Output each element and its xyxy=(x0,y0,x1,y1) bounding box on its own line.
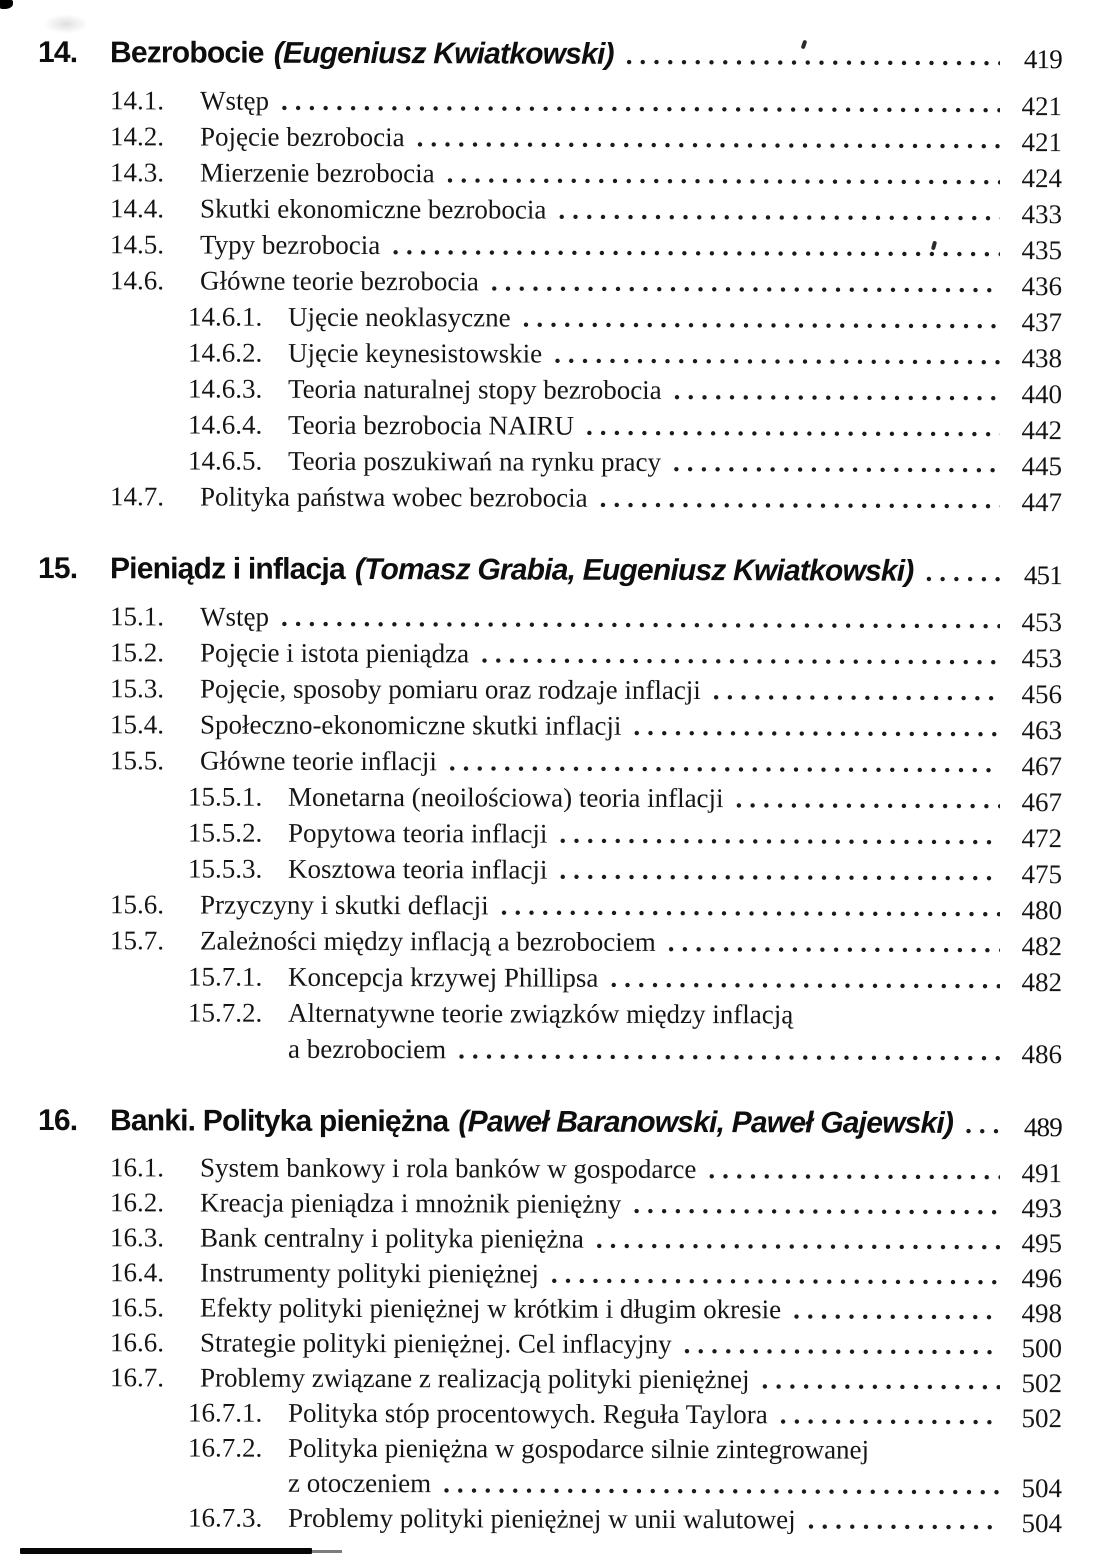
entry-title-line2: a bezrobociem xyxy=(287,1033,447,1065)
toc-entry xyxy=(38,706,1062,745)
entry-page-number: 504 xyxy=(1021,1473,1063,1504)
entry-number: 14.1. xyxy=(109,85,165,116)
dot-leader xyxy=(489,887,1000,925)
chapter-title xyxy=(110,546,914,595)
dot-leader xyxy=(380,227,1000,265)
entry-title: Monetarna (neoilościowa) teoria inflacji xyxy=(287,781,724,814)
dot-leader xyxy=(656,924,1000,961)
entry-title: Problemy polityki pieniężnej w unii walutowej xyxy=(287,1502,796,1535)
entry-page-number: 480 xyxy=(1021,895,1063,926)
entry-page-number: 445 xyxy=(1021,451,1063,482)
dot-leader xyxy=(588,480,1000,517)
entry-number: 15.5.1. xyxy=(187,781,263,812)
toc-entry xyxy=(38,478,1062,517)
entry-title: Instrumenty polityki pieniężnej xyxy=(199,1257,539,1289)
toc-entry xyxy=(38,958,1062,997)
dot-leader xyxy=(598,960,1000,997)
dot-leader xyxy=(479,263,1000,301)
entry-number: 15.1. xyxy=(109,601,165,632)
entry-title: Ujęcie neoklasyczne xyxy=(287,301,511,333)
entry-title: Bank centralny i polityka pieniężna xyxy=(199,1222,584,1254)
entry-number: 14.6.3. xyxy=(187,373,263,404)
toc-entry xyxy=(38,670,1062,709)
dot-leader xyxy=(781,1292,1000,1328)
entry-number: 16.5. xyxy=(109,1292,165,1323)
toc-entry xyxy=(38,82,1062,121)
entry-page-number: 502 xyxy=(1021,1368,1063,1399)
toc-entry xyxy=(38,742,1062,781)
entry-number: 15.5.3. xyxy=(187,853,263,884)
toc-entry xyxy=(38,850,1062,889)
dot-leader xyxy=(913,549,1000,595)
toc-entry xyxy=(38,118,1062,157)
scan-artifact-corner-blob xyxy=(0,0,13,9)
entry-number: 14.6. xyxy=(109,265,165,296)
toc-entry xyxy=(38,154,1062,193)
toc-entry xyxy=(38,1360,1062,1398)
dot-leader xyxy=(661,444,1000,481)
dot-leader xyxy=(574,408,1000,445)
dot-leader xyxy=(511,299,1000,337)
entry-page-number: 472 xyxy=(1021,823,1063,854)
entry-number: 14.6.1. xyxy=(187,301,263,332)
entry-title: Polityka stóp procentowych. Reguła Taylora xyxy=(287,1397,768,1430)
entry-title: Teoria naturalnej stopy bezrobocia xyxy=(287,373,662,405)
entry-number: 15.4. xyxy=(109,709,165,740)
entry-title: Wstęp xyxy=(199,601,270,632)
entry-title: Skutki ekonomiczne bezrobocia xyxy=(199,193,547,225)
dot-leader xyxy=(768,1397,1000,1433)
toc-entry xyxy=(38,886,1062,925)
entry-page-number: 475 xyxy=(1021,859,1063,890)
entry-number: 16.7.3. xyxy=(187,1502,263,1533)
entry-title: Popytowa teoria inflacji xyxy=(287,817,548,849)
entry-number: 14.6.5. xyxy=(187,445,263,476)
toc-entry xyxy=(38,1430,1062,1468)
toc-entry-continuation xyxy=(38,1030,1062,1069)
entry-title: Pojęcie bezrobocia xyxy=(199,121,405,153)
entry-number: 16.2. xyxy=(109,1187,165,1218)
entry-number: 16.7. xyxy=(109,1362,165,1393)
entry-page-number: 498 xyxy=(1021,1298,1063,1329)
entry-page-number: 502 xyxy=(1021,1403,1063,1434)
entry-title: Główne teorie bezrobocia xyxy=(199,265,479,297)
entry-page-number: 447 xyxy=(1021,487,1063,518)
entry-number: 14.3. xyxy=(109,157,165,188)
dot-leader xyxy=(547,816,1000,853)
toc-entry xyxy=(38,1150,1062,1188)
toc-entry xyxy=(38,1325,1062,1363)
entry-number: 16.4. xyxy=(109,1257,165,1288)
dot-leader xyxy=(435,155,1000,193)
dot-leader xyxy=(724,780,1001,817)
entry-page-number: 433 xyxy=(1021,199,1063,230)
dot-leader xyxy=(749,1362,1000,1398)
entry-title: Polityka pieniężna w gospodarce silnie zintegrowanej xyxy=(287,1432,870,1465)
toc-entry xyxy=(38,994,1062,1033)
entry-number: 15.2. xyxy=(109,637,165,668)
entry-page-number: 495 xyxy=(1021,1228,1063,1259)
entry-number: 16.3. xyxy=(109,1222,165,1253)
entry-page-number: 482 xyxy=(1021,967,1063,998)
dot-leader xyxy=(437,743,1000,781)
chapter-heading xyxy=(38,1098,1062,1147)
toc-chapter-16 xyxy=(37,1098,1063,1539)
entry-title: Efekty polityki pieniężnej w krótkim i długim okresie xyxy=(199,1292,782,1325)
toc-entry xyxy=(38,1395,1062,1433)
chapter-title xyxy=(110,30,614,78)
entry-number: 15.7. xyxy=(109,925,165,956)
entry-title: Pojęcie i istota pieniądza xyxy=(199,637,470,669)
toc-entry xyxy=(38,406,1062,445)
chapter-number: 15. xyxy=(37,552,78,586)
toc-entry xyxy=(38,1185,1062,1223)
entry-page-number: 496 xyxy=(1021,1263,1063,1294)
toc-entry xyxy=(38,814,1062,853)
entry-title: Teoria bezrobocia NAIRU xyxy=(287,409,575,441)
entry-page-number: 463 xyxy=(1021,715,1063,746)
toc-entry xyxy=(38,922,1062,961)
toc-entry xyxy=(38,226,1062,265)
entry-page-number: 421 xyxy=(1021,91,1063,122)
entry-page-number: 467 xyxy=(1021,751,1063,782)
entry-page-number: 437 xyxy=(1021,307,1063,338)
entry-page-number: 435 xyxy=(1021,235,1063,266)
chapter-number: 16. xyxy=(37,1104,78,1138)
entry-title: Koncepcja krzywej Phillipsa xyxy=(287,961,599,993)
dot-leader xyxy=(701,672,1000,709)
dot-leader xyxy=(662,372,1000,409)
chapter-authors: (Tomasz Grabia, Eugeniusz Kwiatkowski) xyxy=(354,552,914,588)
chapter-title xyxy=(110,1098,953,1147)
entry-number: 16.7.1. xyxy=(187,1397,263,1428)
toc-entry xyxy=(38,298,1062,337)
entry-page-number: 438 xyxy=(1021,343,1063,374)
entry-page-number: 500 xyxy=(1021,1333,1063,1364)
entry-number: 14.6.2. xyxy=(187,337,263,368)
entry-page-number: 436 xyxy=(1021,271,1063,302)
entry-page-number: 456 xyxy=(1021,679,1063,710)
toc-entry xyxy=(38,442,1062,481)
entry-page-number: 504 xyxy=(1021,1508,1063,1539)
entry-title: Ujęcie keynesistowskie xyxy=(287,337,543,369)
entry-page-number: 453 xyxy=(1021,607,1063,638)
chapter-authors: (Paweł Baranowski, Paweł Gajewski) xyxy=(458,1105,954,1140)
table-of-contents xyxy=(37,30,1063,1539)
entry-title: Teoria poszukiwań na rynku pracy xyxy=(287,445,662,477)
entry-number: 15.6. xyxy=(109,889,165,920)
dot-leader xyxy=(469,635,1000,673)
dot-leader xyxy=(953,1101,1000,1147)
dot-leader xyxy=(621,708,1000,745)
entry-title-line2: z otoczeniem xyxy=(287,1467,432,1499)
dot-leader xyxy=(547,852,1000,889)
entry-page-number: 491 xyxy=(1021,1158,1063,1189)
chapter-heading xyxy=(38,546,1062,595)
dot-leader xyxy=(405,119,1000,157)
entry-number: 15.5. xyxy=(109,745,165,776)
entry-title: Polityka państwa wobec bezrobocia xyxy=(199,481,588,513)
entry-page-number: 467 xyxy=(1021,787,1063,818)
entry-title: Problemy związane z realizacją polityki pieniężnej xyxy=(199,1362,750,1395)
entry-number: 15.5.2. xyxy=(187,817,263,848)
dot-leader xyxy=(546,192,1000,229)
entry-title: Pojęcie, sposoby pomiaru oraz rodzaje inflacji xyxy=(199,673,701,706)
dot-leader xyxy=(584,1222,1000,1258)
dot-leader xyxy=(672,1327,1000,1363)
dot-leader xyxy=(621,1187,1000,1223)
dot-leader xyxy=(269,83,1000,121)
entry-page-number: 482 xyxy=(1021,931,1063,962)
entry-number: 16.7.2. xyxy=(187,1432,263,1463)
entry-number: 15.7.1. xyxy=(187,961,263,992)
entry-number: 16.6. xyxy=(109,1327,165,1358)
entry-title: Społeczno-ekonomiczne skutki inflacji xyxy=(199,709,622,741)
entry-page-number: 453 xyxy=(1021,643,1063,674)
chapter-page-number: 451 xyxy=(1023,560,1063,591)
entry-title: System bankowy i rola banków w gospodarce xyxy=(199,1152,697,1185)
dot-leader xyxy=(269,599,1000,637)
entry-number: 15.3. xyxy=(109,673,165,704)
scan-artifact-smudge xyxy=(44,14,88,34)
entry-title: Typy bezrobocia xyxy=(199,229,381,261)
scan-artifact-bottom-bar xyxy=(20,1548,312,1554)
entry-title: Kosztowa teoria inflacji xyxy=(287,853,548,885)
dot-leader xyxy=(539,1257,1000,1293)
entry-number: 14.7. xyxy=(109,481,165,512)
entry-title: Strategie polityki pieniężnej. Cel inflacyjny xyxy=(199,1327,672,1359)
entry-title: Zależności między inflacją a bezrobociem xyxy=(199,925,656,957)
entry-page-number: 440 xyxy=(1021,379,1063,410)
dot-leader xyxy=(796,1502,1000,1538)
dot-leader xyxy=(614,32,1000,79)
entry-title: Wstęp xyxy=(199,85,270,116)
chapter-number: 14. xyxy=(37,36,78,70)
entry-title: Mierzenie bezrobocia xyxy=(199,157,435,189)
entry-page-number: 493 xyxy=(1021,1193,1063,1224)
toc-entry xyxy=(38,778,1062,817)
chapter-page-number: 419 xyxy=(1023,44,1063,75)
entry-number: 15.7.2. xyxy=(187,997,263,1028)
toc-entry xyxy=(38,370,1062,409)
entry-number: 14.4. xyxy=(109,193,165,224)
dot-leader xyxy=(431,1466,1000,1503)
dot-leader xyxy=(446,1031,1000,1069)
entry-title: Alternatywne teorie związków między inflacją xyxy=(287,997,794,1030)
entry-page-number: 442 xyxy=(1021,415,1063,446)
entry-title: Przyczyny i skutki deflacji xyxy=(199,889,489,921)
toc-chapter-15 xyxy=(37,546,1063,1070)
chapter-title-text: Bezrobocie xyxy=(109,36,264,70)
chapter-title-text: Pieniądz i inflacja xyxy=(109,552,345,586)
toc-entry xyxy=(38,190,1062,229)
chapter-page-number: 489 xyxy=(1023,1112,1063,1143)
entry-title: Główne teorie inflacji xyxy=(199,745,437,777)
entry-title: Kreacja pieniądza i mnożnik pieniężny xyxy=(199,1187,622,1219)
toc-entry xyxy=(38,334,1062,373)
toc-entry xyxy=(38,1220,1062,1258)
toc-entry xyxy=(38,262,1062,301)
entry-page-number: 424 xyxy=(1021,163,1063,194)
dot-leader xyxy=(542,336,1000,373)
scan-artifact-bottom-bar-tail xyxy=(312,1550,342,1553)
entry-number: 14.5. xyxy=(109,229,165,260)
entry-page-number: 486 xyxy=(1021,1039,1063,1070)
toc-chapter-14 xyxy=(37,30,1063,518)
entry-number: 14.6.4. xyxy=(187,409,263,440)
toc-entry xyxy=(38,598,1062,637)
dot-leader xyxy=(696,1152,1000,1188)
chapter-authors: (Eugeniusz Kwiatkowski) xyxy=(273,36,614,71)
toc-entry xyxy=(38,634,1062,673)
toc-entry xyxy=(38,1255,1062,1293)
chapter-title-text: Banki. Polityka pieniężna xyxy=(109,1104,449,1139)
toc-entry-continuation xyxy=(38,1465,1062,1503)
chapter-heading xyxy=(38,30,1062,79)
entry-number: 16.1. xyxy=(109,1152,165,1183)
toc-entry xyxy=(38,1500,1062,1538)
entry-number: 14.2. xyxy=(109,121,165,152)
entry-page-number: 421 xyxy=(1021,127,1063,158)
toc-entry xyxy=(38,1290,1062,1328)
